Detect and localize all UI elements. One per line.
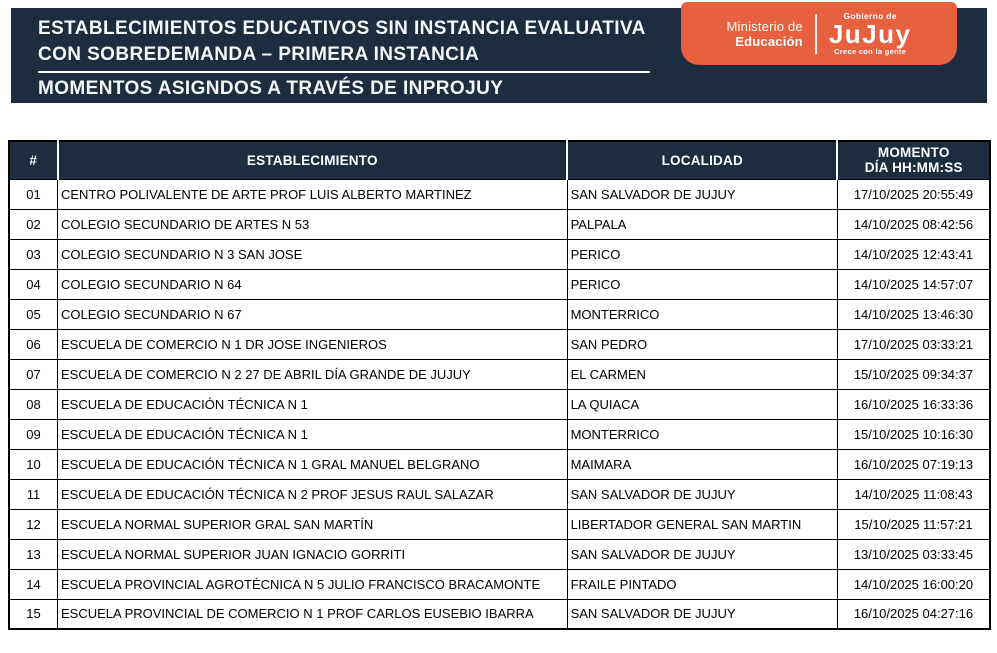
government-logo xyxy=(681,2,957,65)
row-number: 08 xyxy=(9,389,58,419)
table-row xyxy=(9,449,990,479)
table-row xyxy=(9,479,990,509)
ministry-label-line-2: Educación xyxy=(735,33,803,49)
title-line-2: CON SOBREDEMANDA – PRIMERA INSTANCIA xyxy=(38,44,480,65)
table-row xyxy=(9,299,990,329)
row-momento: 14/10/2025 13:46:30 xyxy=(837,299,990,329)
row-establecimiento: ESCUELA DE EDUCACIÓN TÉCNICA N 2 PROF JESUS RAUL SALAZAR xyxy=(58,479,568,509)
row-number: 12 xyxy=(9,509,58,539)
page-subtitle: MOMENTOS ASIGNDOS A TRAVÉS DE INPROJUY xyxy=(38,78,504,99)
row-number: 04 xyxy=(9,269,58,299)
row-number: 13 xyxy=(9,539,58,569)
row-localidad: MONTERRICO xyxy=(567,419,837,449)
row-localidad: SAN SALVADOR DE JUJUY xyxy=(567,539,837,569)
col-header-momento xyxy=(837,141,990,179)
row-establecimiento: COLEGIO SECUNDARIO DE ARTES N 53 xyxy=(58,209,568,239)
table-row xyxy=(9,599,990,629)
title-line-1: ESTABLECIMIENTOS EDUCATIVOS SIN INSTANCIA EVALUATIVA xyxy=(38,18,646,39)
col-header-momento-line-2: DÍA HH:MM:SS xyxy=(864,160,963,176)
table-row xyxy=(9,419,990,449)
row-momento: 15/10/2025 09:34:37 xyxy=(837,359,990,389)
table-header-row xyxy=(9,141,990,179)
col-header-establecimiento: ESTABLECIMIENTO xyxy=(58,141,568,179)
row-momento: 17/10/2025 03:33:21 xyxy=(837,329,990,359)
row-localidad: FRAILE PINTADO xyxy=(567,569,837,599)
row-establecimiento: COLEGIO SECUNDARIO N 67 xyxy=(58,299,568,329)
row-number: 01 xyxy=(9,179,58,209)
row-momento: 16/10/2025 16:33:36 xyxy=(837,389,990,419)
row-number: 03 xyxy=(9,239,58,269)
gobierno-de-label: Gobierno de xyxy=(843,11,897,21)
row-number: 14 xyxy=(9,569,58,599)
row-number: 06 xyxy=(9,329,58,359)
row-localidad: LIBERTADOR GENERAL SAN MARTIN xyxy=(567,509,837,539)
row-localidad: MONTERRICO xyxy=(567,299,837,329)
row-establecimiento: ESCUELA DE COMERCIO N 2 27 DE ABRIL DÍA GRANDE DE JUJUY xyxy=(58,359,568,389)
row-establecimiento: ESCUELA NORMAL SUPERIOR GRAL SAN MARTÍN xyxy=(58,509,568,539)
table-row xyxy=(9,359,990,389)
table-row xyxy=(9,239,990,269)
row-establecimiento: ESCUELA DE COMERCIO N 1 DR JOSE INGENIEROS xyxy=(58,329,568,359)
row-momento: 15/10/2025 11:57:21 xyxy=(837,509,990,539)
row-establecimiento: COLEGIO SECUNDARIO N 64 xyxy=(58,269,568,299)
col-header-momento-line-1: MOMENTO xyxy=(877,145,950,161)
row-establecimiento: ESCUELA DE EDUCACIÓN TÉCNICA N 1 xyxy=(58,419,568,449)
row-localidad: SAN PEDRO xyxy=(567,329,837,359)
ministry-label-line-1: Ministerio de xyxy=(726,18,803,34)
row-momento: 14/10/2025 14:57:07 xyxy=(837,269,990,299)
row-establecimiento: ESCUELA PROVINCIAL AGROTÉCNICA N 5 JULIO FRANCISCO BRACAMONTE xyxy=(58,569,568,599)
row-number: 15 xyxy=(9,599,58,629)
table-row xyxy=(9,509,990,539)
row-number: 05 xyxy=(9,299,58,329)
table-row xyxy=(9,209,990,239)
table-row xyxy=(9,329,990,359)
row-number: 10 xyxy=(9,449,58,479)
table-row xyxy=(9,539,990,569)
row-establecimiento: ESCUELA PROVINCIAL DE COMERCIO N 1 PROF CARLOS EUSEBIO IBARRA xyxy=(58,599,568,629)
row-establecimiento: COLEGIO SECUNDARIO N 3 SAN JOSE xyxy=(58,239,568,269)
row-localidad: SAN SALVADOR DE JUJUY xyxy=(567,479,837,509)
row-establecimiento: ESCUELA NORMAL SUPERIOR JUAN IGNACIO GORRITI xyxy=(58,539,568,569)
table-row xyxy=(9,269,990,299)
logo-tagline: Crece con la gente xyxy=(834,47,907,56)
title-underline xyxy=(38,71,650,73)
row-momento: 14/10/2025 16:00:20 xyxy=(837,569,990,599)
jujuy-government-logo xyxy=(829,11,912,56)
row-momento: 15/10/2025 10:16:30 xyxy=(837,419,990,449)
row-localidad: SAN SALVADOR DE JUJUY xyxy=(567,599,837,629)
jujuy-wordmark: JuJuy xyxy=(828,19,912,49)
row-establecimiento: CENTRO POLIVALENTE DE ARTE PROF LUIS ALBERTO MARTINEZ xyxy=(58,179,568,209)
row-number: 07 xyxy=(9,359,58,389)
row-momento: 16/10/2025 07:19:13 xyxy=(837,449,990,479)
row-number: 09 xyxy=(9,419,58,449)
col-header-num: # xyxy=(9,141,58,179)
row-localidad: PERICO xyxy=(567,269,837,299)
establecimientos-table xyxy=(8,140,991,630)
table-row xyxy=(9,569,990,599)
table-row xyxy=(9,389,990,419)
row-momento: 14/10/2025 08:42:56 xyxy=(837,209,990,239)
col-header-localidad: LOCALIDAD xyxy=(567,141,837,179)
row-localidad: MAIMARA xyxy=(567,449,837,479)
row-establecimiento: ESCUELA DE EDUCACIÓN TÉCNICA N 1 GRAL MANUEL BELGRANO xyxy=(58,449,568,479)
row-momento: 14/10/2025 12:43:41 xyxy=(837,239,990,269)
row-number: 02 xyxy=(9,209,58,239)
row-momento: 13/10/2025 03:33:45 xyxy=(837,539,990,569)
row-localidad: LA QUIACA xyxy=(567,389,837,419)
row-localidad: PERICO xyxy=(567,239,837,269)
table-row xyxy=(9,179,990,209)
row-localidad: EL CARMEN xyxy=(567,359,837,389)
logo-divider xyxy=(815,14,817,54)
row-momento: 14/10/2025 11:08:43 xyxy=(837,479,990,509)
row-momento: 16/10/2025 04:27:16 xyxy=(837,599,990,629)
row-localidad: PALPALA xyxy=(567,209,837,239)
row-number: 11 xyxy=(9,479,58,509)
ministry-of-education-label xyxy=(727,19,803,49)
row-establecimiento: ESCUELA DE EDUCACIÓN TÉCNICA N 1 xyxy=(58,389,568,419)
row-momento: 17/10/2025 20:55:49 xyxy=(837,179,990,209)
row-localidad: SAN SALVADOR DE JUJUY xyxy=(567,179,837,209)
